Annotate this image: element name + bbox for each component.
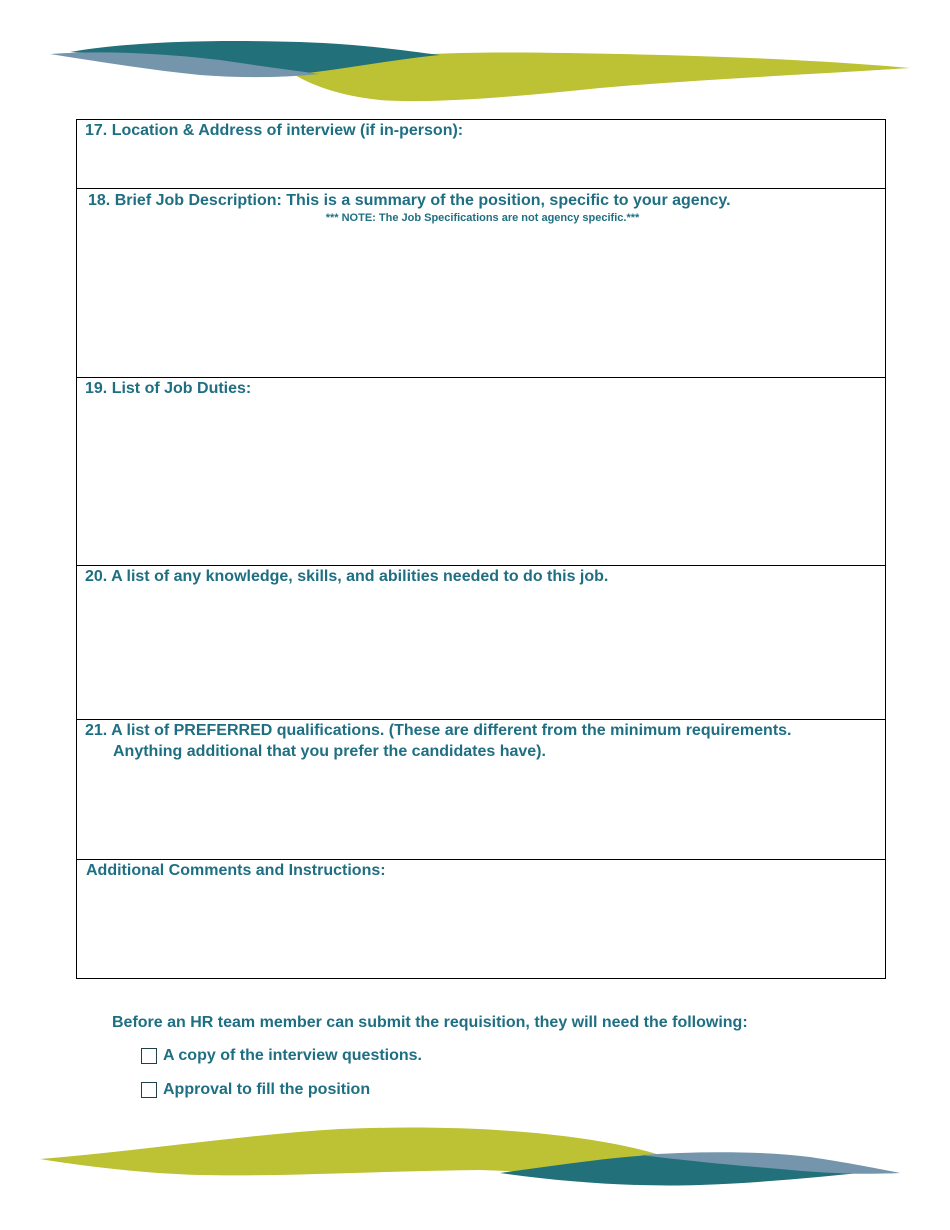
requisition-form-table xyxy=(76,119,886,979)
preferred-label-line1: 21. A list of PREFERRED qualifications. (These are different from the minimum requirements. xyxy=(85,722,792,739)
ksa-label: 20. A list of any knowledge, skills, and abilities needed to do this job. xyxy=(85,568,609,585)
approval-checkbox[interactable] xyxy=(141,1082,157,1098)
approval-label: Approval to fill the position xyxy=(163,1081,371,1098)
top-wave-decoration xyxy=(0,30,950,110)
preferred-qualifications-field[interactable] xyxy=(77,719,885,859)
comments-field[interactable] xyxy=(77,859,885,978)
interview-questions-label: A copy of the interview questions. xyxy=(163,1047,422,1064)
requirement-item-approval xyxy=(141,1079,872,1100)
requirements-section xyxy=(112,1012,872,1100)
preferred-label-line2: Anything additional that you prefer the candidates have). xyxy=(113,743,546,760)
job-duties-field[interactable] xyxy=(77,377,885,565)
ksa-field[interactable] xyxy=(77,565,885,719)
job-duties-label: 19. List of Job Duties: xyxy=(85,380,252,397)
job-description-note: *** NOTE: The Job Specifications are not agency specific.*** xyxy=(325,212,640,224)
job-description-label: 18. Brief Job Description: This is a summary of the position, specific to your agency. xyxy=(88,192,731,209)
bottom-wave-decoration xyxy=(0,1115,950,1200)
requirement-item-interview-questions xyxy=(141,1045,872,1066)
interview-questions-checkbox[interactable] xyxy=(141,1048,157,1064)
location-label: 17. Location & Address of interview (if in-person): xyxy=(85,122,464,139)
requirements-title: Before an HR team member can submit the requisition, they will need the following: xyxy=(112,1014,748,1031)
location-field[interactable] xyxy=(77,120,885,188)
comments-label: Additional Comments and Instructions: xyxy=(86,862,386,879)
job-description-field[interactable] xyxy=(77,188,885,377)
